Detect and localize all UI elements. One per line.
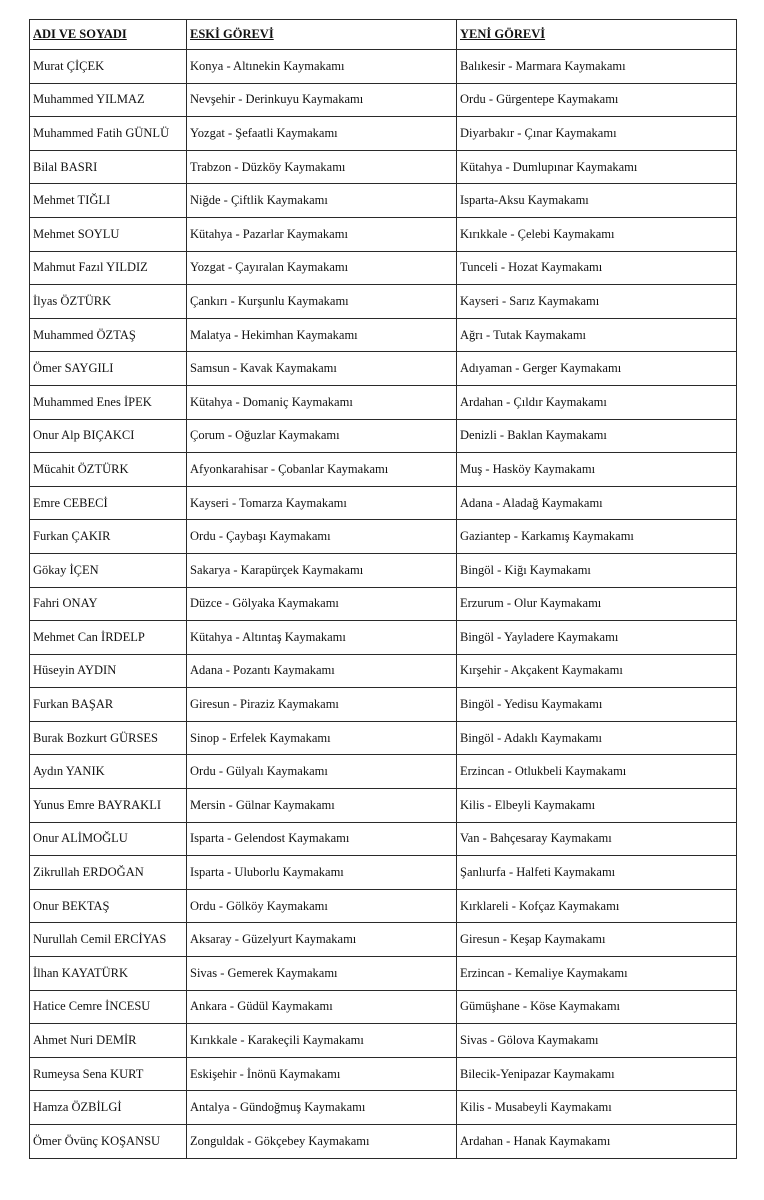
cell-new-position: Ağrı - Tutak Kaymakamı [457, 318, 737, 352]
cell-new-position: Kilis - Elbeyli Kaymakamı [457, 789, 737, 823]
cell-old-position: Isparta - Gelendost Kaymakamı [187, 822, 457, 856]
table-row [30, 520, 737, 554]
table-row [30, 1024, 737, 1058]
cell-name: Muhammed Enes İPEK [30, 385, 187, 419]
cell-old-position: Düzce - Gölyaka Kaymakamı [187, 587, 457, 621]
header-old-position: ESKİ GÖREVİ [187, 20, 457, 50]
cell-old-position: Yozgat - Şefaatli Kaymakamı [187, 117, 457, 151]
cell-name: Onur BEKTAŞ [30, 889, 187, 923]
cell-old-position: Ordu - Gölköy Kaymakamı [187, 889, 457, 923]
cell-name: Hüseyin AYDIN [30, 654, 187, 688]
cell-old-position: Yozgat - Çayıralan Kaymakamı [187, 251, 457, 285]
table-row [30, 621, 737, 655]
cell-old-position: Afyonkarahisar - Çobanlar Kaymakamı [187, 453, 457, 487]
cell-name: Ahmet Nuri DEMİR [30, 1024, 187, 1058]
cell-old-position: Kırıkkale - Karakeçili Kaymakamı [187, 1024, 457, 1058]
cell-name: Rumeysa Sena KURT [30, 1057, 187, 1091]
cell-name: Mehmet Can İRDELP [30, 621, 187, 655]
table-row [30, 654, 737, 688]
cell-new-position: Adıyaman - Gerger Kaymakamı [457, 352, 737, 386]
table-row [30, 957, 737, 991]
table-body [30, 50, 737, 1159]
table-row [30, 587, 737, 621]
cell-old-position: Mersin - Gülnar Kaymakamı [187, 789, 457, 823]
cell-old-position: Kütahya - Altıntaş Kaymakamı [187, 621, 457, 655]
cell-new-position: Bingöl - Adaklı Kaymakamı [457, 721, 737, 755]
cell-new-position: Gaziantep - Karkamış Kaymakamı [457, 520, 737, 554]
cell-old-position: Ordu - Çaybaşı Kaymakamı [187, 520, 457, 554]
cell-name: Bilal BASRI [30, 150, 187, 184]
cell-old-position: Kayseri - Tomarza Kaymakamı [187, 486, 457, 520]
cell-old-position: Giresun - Piraziz Kaymakamı [187, 688, 457, 722]
cell-old-position: Ankara - Güdül Kaymakamı [187, 990, 457, 1024]
cell-new-position: Erzincan - Kemaliye Kaymakamı [457, 957, 737, 991]
cell-name: Furkan BAŞAR [30, 688, 187, 722]
cell-new-position: Bingöl - Yedisu Kaymakamı [457, 688, 737, 722]
cell-old-position: Kütahya - Domaniç Kaymakamı [187, 385, 457, 419]
cell-new-position: Denizli - Baklan Kaymakamı [457, 419, 737, 453]
table-row [30, 251, 737, 285]
cell-new-position: Balıkesir - Marmara Kaymakamı [457, 50, 737, 84]
cell-name: Furkan ÇAKIR [30, 520, 187, 554]
cell-new-position: Şanlıurfa - Halfeti Kaymakamı [457, 856, 737, 890]
cell-old-position: Sivas - Gemerek Kaymakamı [187, 957, 457, 991]
cell-new-position: Erzincan - Otlukbeli Kaymakamı [457, 755, 737, 789]
cell-old-position: Isparta - Uluborlu Kaymakamı [187, 856, 457, 890]
cell-new-position: Muş - Hasköy Kaymakamı [457, 453, 737, 487]
cell-old-position: Çankırı - Kurşunlu Kaymakamı [187, 285, 457, 319]
table-row [30, 453, 737, 487]
table-row [30, 822, 737, 856]
header-row [30, 20, 737, 50]
table-row [30, 117, 737, 151]
cell-name: Fahri ONAY [30, 587, 187, 621]
table-row [30, 755, 737, 789]
cell-name: Hamza ÖZBİLGİ [30, 1091, 187, 1125]
cell-new-position: Adana - Aladağ Kaymakamı [457, 486, 737, 520]
table-row [30, 789, 737, 823]
cell-name: Murat ÇİÇEK [30, 50, 187, 84]
cell-new-position: Bilecik-Yenipazar Kaymakamı [457, 1057, 737, 1091]
table-row [30, 923, 737, 957]
cell-name: İlyas ÖZTÜRK [30, 285, 187, 319]
table-row [30, 1091, 737, 1125]
cell-name: Aydın YANIK [30, 755, 187, 789]
table-header [30, 20, 737, 50]
table-row [30, 419, 737, 453]
cell-name: Ömer Övünç KOŞANSU [30, 1125, 187, 1159]
cell-name: Onur ALİMOĞLU [30, 822, 187, 856]
cell-new-position: Isparta-Aksu Kaymakamı [457, 184, 737, 218]
table-row [30, 285, 737, 319]
cell-new-position: Kayseri - Sarız Kaymakamı [457, 285, 737, 319]
cell-new-position: Giresun - Keşap Kaymakamı [457, 923, 737, 957]
table-row [30, 688, 737, 722]
table-row [30, 352, 737, 386]
cell-name: Emre CEBECİ [30, 486, 187, 520]
cell-name: Nurullah Cemil ERCİYAS [30, 923, 187, 957]
cell-new-position: Kütahya - Dumlupınar Kaymakamı [457, 150, 737, 184]
cell-new-position: Bingöl - Yayladere Kaymakamı [457, 621, 737, 655]
cell-name: Yunus Emre BAYRAKLI [30, 789, 187, 823]
table-row [30, 553, 737, 587]
cell-new-position: Erzurum - Olur Kaymakamı [457, 587, 737, 621]
table-row [30, 318, 737, 352]
table-row [30, 50, 737, 84]
cell-old-position: Konya - Altınekin Kaymakamı [187, 50, 457, 84]
cell-new-position: Gümüşhane - Köse Kaymakamı [457, 990, 737, 1024]
cell-name: Onur Alp BIÇAKCI [30, 419, 187, 453]
cell-old-position: Kütahya - Pazarlar Kaymakamı [187, 217, 457, 251]
table-row [30, 217, 737, 251]
table-row [30, 184, 737, 218]
cell-new-position: Ordu - Gürgentepe Kaymakamı [457, 83, 737, 117]
cell-name: Hatice Cemre İNCESU [30, 990, 187, 1024]
cell-name: Zikrullah ERDOĞAN [30, 856, 187, 890]
cell-name: Muhammed YILMAZ [30, 83, 187, 117]
cell-new-position: Kilis - Musabeyli Kaymakamı [457, 1091, 737, 1125]
cell-old-position: Zonguldak - Gökçebey Kaymakamı [187, 1125, 457, 1159]
table-row [30, 486, 737, 520]
cell-old-position: Samsun - Kavak Kaymakamı [187, 352, 457, 386]
cell-new-position: Bingöl - Kiğı Kaymakamı [457, 553, 737, 587]
cell-old-position: Çorum - Oğuzlar Kaymakamı [187, 419, 457, 453]
cell-new-position: Ardahan - Çıldır Kaymakamı [457, 385, 737, 419]
table-row [30, 990, 737, 1024]
cell-old-position: Niğde - Çiftlik Kaymakamı [187, 184, 457, 218]
cell-new-position: Kırıkkale - Çelebi Kaymakamı [457, 217, 737, 251]
cell-old-position: Sakarya - Karapürçek Kaymakamı [187, 553, 457, 587]
table-row [30, 1057, 737, 1091]
cell-new-position: Van - Bahçesaray Kaymakamı [457, 822, 737, 856]
cell-name: İlhan KAYATÜRK [30, 957, 187, 991]
cell-name: Mahmut Fazıl YILDIZ [30, 251, 187, 285]
cell-old-position: Antalya - Gündoğmuş Kaymakamı [187, 1091, 457, 1125]
table-row [30, 889, 737, 923]
table-row [30, 856, 737, 890]
table-row [30, 721, 737, 755]
cell-new-position: Diyarbakır - Çınar Kaymakamı [457, 117, 737, 151]
header-name: ADI VE SOYADI [30, 20, 187, 50]
cell-name: Muhammed Fatih GÜNLÜ [30, 117, 187, 151]
cell-name: Mehmet SOYLU [30, 217, 187, 251]
cell-new-position: Tunceli - Hozat Kaymakamı [457, 251, 737, 285]
cell-old-position: Adana - Pozantı Kaymakamı [187, 654, 457, 688]
cell-new-position: Kırklareli - Kofçaz Kaymakamı [457, 889, 737, 923]
cell-old-position: Malatya - Hekimhan Kaymakamı [187, 318, 457, 352]
cell-name: Mücahit ÖZTÜRK [30, 453, 187, 487]
header-new-position: YENİ GÖREVİ [457, 20, 737, 50]
table-row [30, 385, 737, 419]
table-row [30, 150, 737, 184]
cell-old-position: Aksaray - Güzelyurt Kaymakamı [187, 923, 457, 957]
cell-old-position: Eskişehir - İnönü Kaymakamı [187, 1057, 457, 1091]
cell-old-position: Trabzon - Düzköy Kaymakamı [187, 150, 457, 184]
cell-new-position: Kırşehir - Akçakent Kaymakamı [457, 654, 737, 688]
appointments-table [29, 19, 737, 1159]
cell-name: Burak Bozkurt GÜRSES [30, 721, 187, 755]
cell-new-position: Sivas - Gölova Kaymakamı [457, 1024, 737, 1058]
cell-new-position: Ardahan - Hanak Kaymakamı [457, 1125, 737, 1159]
table-row [30, 1125, 737, 1159]
cell-old-position: Ordu - Gülyalı Kaymakamı [187, 755, 457, 789]
cell-name: Ömer SAYGILI [30, 352, 187, 386]
cell-name: Muhammed ÖZTAŞ [30, 318, 187, 352]
table-row [30, 83, 737, 117]
cell-name: Gökay İÇEN [30, 553, 187, 587]
cell-name: Mehmet TIĞLI [30, 184, 187, 218]
cell-old-position: Nevşehir - Derinkuyu Kaymakamı [187, 83, 457, 117]
cell-old-position: Sinop - Erfelek Kaymakamı [187, 721, 457, 755]
